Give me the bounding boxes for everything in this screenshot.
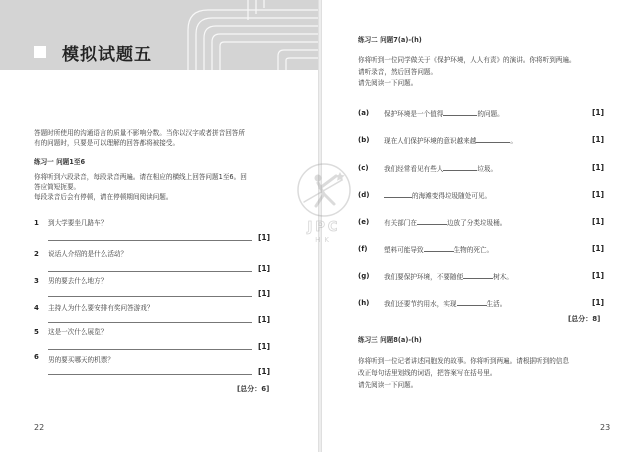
exercise-3-heading: 练习三 问题8(a)-(h) [358, 336, 422, 344]
exercise-1-instruction-2: 答应简短扼要。 [34, 183, 81, 191]
question-mark: [1] [258, 289, 271, 298]
answer-line[interactable] [48, 271, 252, 272]
item-mark: [1] [592, 163, 605, 172]
exercise-1-total: [总分：6] [237, 385, 270, 393]
exercise-2-instruction-2: 请听录音，然后回答问题。 [358, 68, 438, 76]
watermark-text-sub: HK [315, 236, 333, 244]
title-square-icon [34, 46, 46, 58]
item-label: (f) [358, 245, 368, 253]
fill-in-sentence [384, 244, 493, 255]
fill-in-blank[interactable] [443, 108, 477, 116]
sentence-start: 塑料可能导致 [384, 246, 424, 254]
item-label: (h) [358, 299, 370, 307]
page-number: 22 [34, 423, 45, 432]
question-text: 到大学要坐几路车？ [48, 219, 108, 227]
question-number: 2 [34, 250, 39, 258]
exercise-2-heading: 练习二 问题7(a)-(h) [358, 36, 422, 44]
page-title: 模拟试题五 [62, 45, 152, 65]
answer-line[interactable] [48, 349, 252, 350]
question-text: 说话人介绍的是什么活动？ [48, 250, 128, 258]
sentence-end: 的海滩变得垃圾随处可见。 [412, 192, 492, 200]
sentence-end: 生物的死亡。 [453, 246, 494, 254]
exercise-1-instruction-3: 每段录音后会有停顿，请在停顿期间阅读问题。 [34, 193, 173, 201]
item-label: (g) [358, 272, 370, 280]
question-number: 5 [34, 328, 39, 336]
question-mark: [1] [258, 315, 271, 324]
watermark-text-main: JPC [307, 220, 341, 235]
sentence-end: 的问题。 [477, 110, 504, 118]
sentence-end: 树木。 [493, 273, 513, 281]
fill-in-sentence [384, 108, 504, 119]
fill-in-blank[interactable] [457, 298, 487, 306]
question-text: 主持人为什么要安排有奖问答游戏？ [48, 304, 154, 312]
exercise-1-instruction-1: 你将听到六段录音，每段录音两遍。请在相应的横线上回答问题1至6。回 [34, 173, 247, 181]
question-text: 男的要去什么地方？ [48, 277, 108, 285]
question-mark: [1] [258, 367, 271, 376]
fill-in-blank[interactable] [443, 163, 477, 171]
exercise-2-total: [总分：8] [568, 315, 601, 323]
answer-line[interactable] [48, 296, 252, 297]
item-label: (e) [358, 218, 370, 226]
question-text: 男的要买哪天的机票？ [48, 356, 114, 364]
fill-in-sentence [384, 135, 517, 146]
item-mark: [1] [592, 298, 605, 307]
decorative-lines-graphic [168, 0, 318, 70]
item-label: (d) [358, 191, 370, 199]
sentence-start: 现在人们保护环境的意识越来越 [384, 137, 477, 145]
exercise-3-instruction-1: 你将听到一位记者讲述同胞发的故事。你将听到两遍。请根据听到的信息 [358, 357, 569, 365]
exercise-2-instruction-3: 请先阅读一下问题。 [358, 79, 418, 87]
page-number: 23 [600, 423, 611, 432]
fill-in-blank[interactable] [417, 217, 447, 225]
question-mark: [1] [258, 264, 271, 273]
question-number: 3 [34, 277, 39, 285]
question-text: 这是一次什么展览？ [48, 328, 108, 336]
question-mark: [1] [258, 342, 271, 351]
intro-text-line-1: 答题时所使用的沟通语言的质量不影响分数。当你以汉字或者拼音回答所 [34, 129, 245, 137]
sentence-start: 有关部门在 [384, 219, 417, 227]
answer-line[interactable] [48, 322, 252, 323]
sentence-start: 我们要保护环境，不要随便 [384, 273, 464, 281]
left-page [0, 0, 318, 452]
fill-in-sentence [384, 163, 497, 174]
question-number: 1 [34, 219, 39, 227]
sentence-end: 生活。 [486, 300, 507, 308]
answer-line[interactable] [48, 374, 252, 375]
item-mark: [1] [592, 190, 605, 199]
exercise-3-instruction-3: 请先阅读一下问题。 [358, 381, 418, 389]
answer-line[interactable] [48, 240, 252, 241]
fill-in-blank[interactable] [424, 244, 454, 252]
watermark-figure-icon [304, 175, 342, 207]
item-mark: [1] [592, 135, 605, 144]
exercise-2-instruction-1: 你将听到一位同学做关于《保护环境，人人有责》的演讲。你将听到两遍。 [358, 56, 576, 64]
fill-in-sentence [384, 298, 506, 309]
watermark-logo [284, 158, 364, 248]
title-banner [0, 0, 318, 70]
item-mark: [1] [592, 217, 605, 226]
item-label: (c) [358, 164, 369, 172]
question-mark: [1] [258, 233, 271, 242]
fill-in-sentence [384, 190, 491, 201]
sentence-start: 我们经常看见有些人 [384, 165, 444, 173]
sentence-start: 保护环境是一个值得 [384, 110, 444, 118]
intro-text-line-2: 有的问题时，只要是可以理解的回答都将被接受。 [34, 139, 180, 147]
right-page [322, 0, 640, 452]
question-number: 6 [34, 353, 39, 361]
fill-in-blank[interactable] [463, 271, 493, 279]
item-mark: [1] [592, 244, 605, 253]
sentence-end: 边放了分类垃圾桶。 [446, 219, 507, 227]
exercise-3-instruction-2: 改正每句话里划线的词语，把答案写在括号里。 [358, 369, 497, 377]
fill-in-blank[interactable] [476, 135, 510, 143]
sentence-start: 我们还要节约用水，实现 [384, 300, 457, 308]
item-mark: [1] [592, 108, 605, 117]
exercise-1-heading: 练习一 问题1至6 [34, 158, 86, 166]
item-mark: [1] [592, 271, 605, 280]
question-number: 4 [34, 304, 39, 312]
item-label: (b) [358, 136, 370, 144]
fill-in-sentence [384, 271, 513, 282]
sentence-end: 。 [510, 137, 517, 145]
fill-in-blank[interactable] [384, 190, 412, 198]
fill-in-sentence [384, 217, 506, 228]
item-label: (a) [358, 109, 370, 117]
sentence-end: 垃圾。 [477, 165, 498, 173]
